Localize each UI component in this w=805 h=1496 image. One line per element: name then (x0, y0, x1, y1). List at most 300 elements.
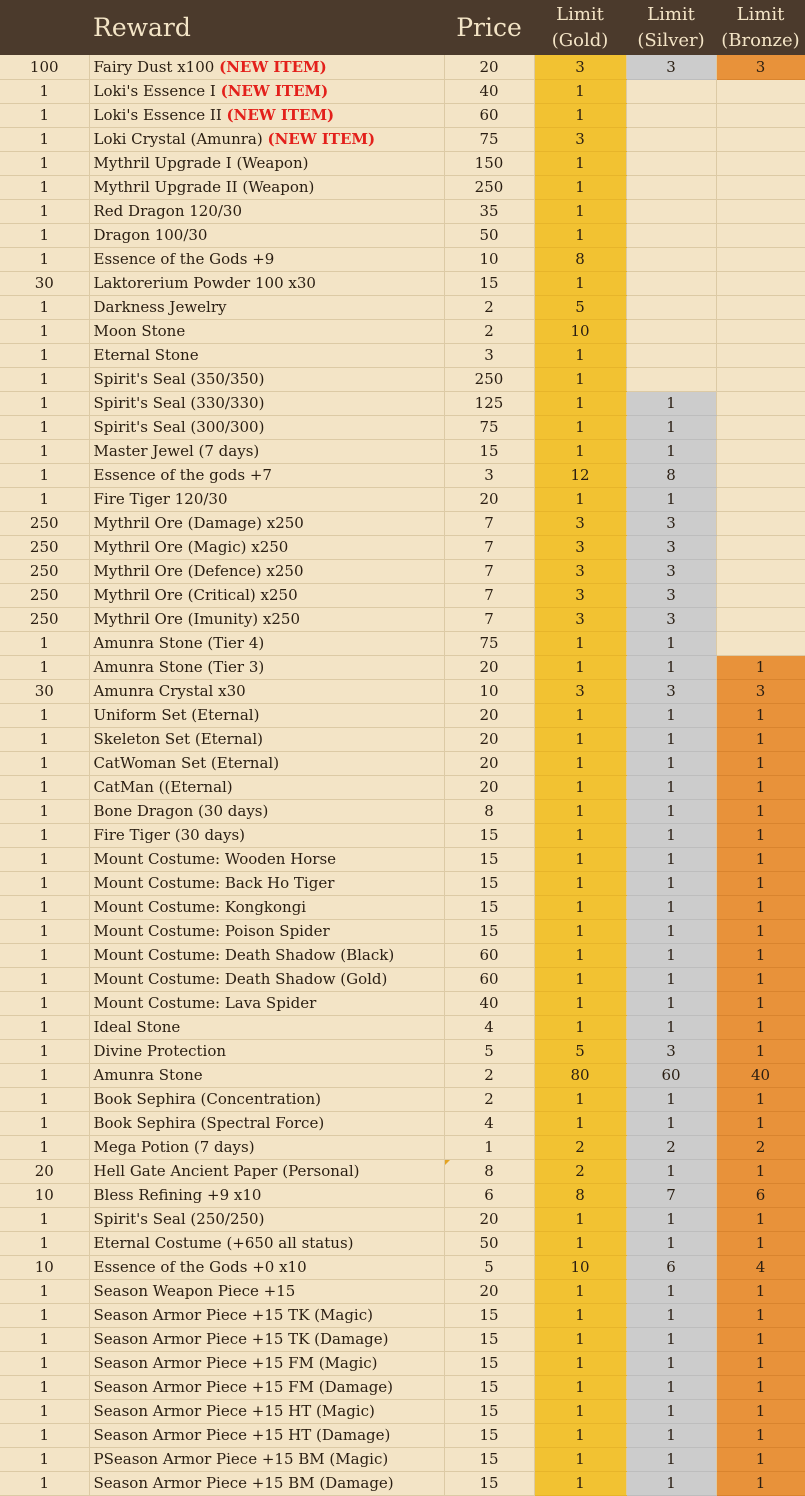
row-quantity: 1 (0, 895, 89, 919)
row-limit-gold: 1 (534, 1423, 626, 1447)
row-price (444, 391, 534, 415)
row-limit-silver: 1 (626, 1423, 716, 1447)
row-price (444, 1135, 534, 1159)
price-value: 250 (474, 370, 504, 388)
row-limit-silver: 6 (626, 1255, 716, 1279)
row-limit-bronze: 1 (716, 847, 805, 871)
reward-label: Spirit's Seal (250/250) (93, 1210, 265, 1228)
table-row (0, 247, 805, 271)
header-reward: Reward (89, 0, 444, 55)
row-limit-gold: 1 (534, 1327, 626, 1351)
price-value: 20 (479, 490, 499, 508)
row-limit-gold: 1 (534, 847, 626, 871)
row-reward-name (89, 151, 444, 175)
price-value: 20 (479, 57, 499, 76)
price-value: 7 (484, 538, 494, 556)
row-limit-gold: 1 (534, 991, 626, 1015)
reward-label: Mount Costume: Wooden Horse (93, 850, 337, 868)
row-limit-silver: 1 (626, 1111, 716, 1135)
price-value: 15 (479, 1378, 499, 1396)
row-reward-name (89, 1327, 444, 1351)
table-row (0, 991, 805, 1015)
reward-label: Eternal Stone (93, 346, 199, 364)
row-limit-gold: 1 (534, 1231, 626, 1255)
row-limit-bronze (716, 247, 805, 271)
row-reward-name (89, 967, 444, 991)
row-limit-bronze: 1 (716, 991, 805, 1015)
row-price (444, 559, 534, 583)
row-price (444, 871, 534, 895)
header-limit-silver-line1: Limit (647, 3, 695, 25)
row-price (444, 127, 534, 151)
row-quantity: 1 (0, 655, 89, 679)
table-row (0, 79, 805, 103)
price-value: 10 (479, 250, 499, 268)
reward-label: PSeason Armor Piece +15 BM (Magic) (93, 1450, 389, 1468)
row-reward-name (89, 127, 444, 151)
row-limit-silver: 1 (626, 655, 716, 679)
row-limit-gold: 1 (534, 799, 626, 823)
row-quantity: 1 (0, 487, 89, 511)
price-value: 7 (484, 514, 494, 532)
row-reward-name (89, 1183, 444, 1207)
table-row (0, 175, 805, 199)
row-price (444, 199, 534, 223)
table-row (0, 727, 805, 751)
row-reward-name (89, 1423, 444, 1447)
row-limit-gold: 8 (534, 247, 626, 271)
price-value: 15 (479, 274, 499, 292)
price-value: 5 (484, 1258, 494, 1276)
row-price (444, 103, 534, 127)
reward-label: Mythril Ore (Magic) x250 (93, 538, 289, 556)
reward-label: Spirit's Seal (330/330) (93, 394, 265, 412)
row-limit-bronze (716, 343, 805, 367)
row-limit-gold: 1 (534, 343, 626, 367)
table-row (0, 439, 805, 463)
row-reward-name (89, 439, 444, 463)
row-limit-silver: 1 (626, 847, 716, 871)
row-quantity: 1 (0, 1111, 89, 1135)
price-value: 1 (484, 1138, 494, 1156)
row-quantity: 1 (0, 871, 89, 895)
reward-label: Season Armor Piece +15 FM (Damage) (93, 1378, 394, 1396)
row-limit-silver: 1 (626, 1327, 716, 1351)
table-row (0, 919, 805, 943)
row-reward-name (89, 319, 444, 343)
row-limit-silver: 1 (626, 439, 716, 463)
row-limit-silver: 1 (626, 1351, 716, 1375)
reward-label: Darkness Jewelry (93, 298, 227, 316)
table-row (0, 895, 805, 919)
row-price (444, 343, 534, 367)
row-limit-bronze: 3 (716, 679, 805, 703)
row-reward-name (89, 223, 444, 247)
price-value: 7 (484, 586, 494, 604)
table-row (0, 1015, 805, 1039)
table-row (0, 871, 805, 895)
reward-label: Laktorerium Powder 100 x30 (93, 274, 316, 292)
row-limit-gold: 1 (534, 103, 626, 127)
row-reward-name (89, 775, 444, 799)
reward-label: Season Armor Piece +15 FM (Magic) (93, 1354, 378, 1372)
price-value: 75 (479, 130, 499, 148)
row-price (444, 295, 534, 319)
table-row (0, 967, 805, 991)
reward-label: Bless Refining +9 x10 (93, 1186, 262, 1204)
reward-label: Mythril Upgrade II (Weapon) (93, 178, 315, 196)
header-limit-silver (626, 0, 716, 55)
row-limit-silver: 1 (626, 727, 716, 751)
row-reward-name (89, 1111, 444, 1135)
row-reward-name (89, 175, 444, 199)
row-quantity: 250 (0, 559, 89, 583)
row-limit-silver: 1 (626, 487, 716, 511)
table-row (0, 1327, 805, 1351)
price-value: 20 (479, 1210, 499, 1228)
row-price (444, 895, 534, 919)
table-row (0, 1111, 805, 1135)
table-body (0, 55, 805, 1495)
row-limit-gold: 1 (534, 1375, 626, 1399)
price-value: 8 (484, 1162, 494, 1180)
reward-label: Book Sephira (Concentration) (93, 1090, 322, 1108)
row-reward-name (89, 1015, 444, 1039)
row-limit-silver: 3 (626, 511, 716, 535)
row-price (444, 271, 534, 295)
table-row (0, 1303, 805, 1327)
row-quantity: 250 (0, 607, 89, 631)
price-value: 15 (479, 1402, 499, 1420)
row-price (444, 703, 534, 727)
table-row (0, 127, 805, 151)
table-row (0, 679, 805, 703)
reward-label: Skeleton Set (Eternal) (93, 730, 263, 748)
row-limit-bronze (716, 391, 805, 415)
price-value: 15 (479, 826, 499, 844)
row-limit-silver (626, 103, 716, 127)
reward-label: Moon Stone (93, 322, 186, 340)
row-quantity: 1 (0, 1039, 89, 1063)
row-reward-name (89, 847, 444, 871)
table-row (0, 1351, 805, 1375)
row-limit-bronze: 1 (716, 1039, 805, 1063)
price-value: 20 (479, 754, 499, 772)
reward-label: Eternal Costume (+650 all status) (93, 1234, 354, 1252)
price-value: 15 (479, 442, 499, 460)
row-limit-bronze: 4 (716, 1255, 805, 1279)
price-value: 150 (474, 154, 504, 172)
row-limit-bronze: 1 (716, 871, 805, 895)
row-limit-silver: 1 (626, 799, 716, 823)
row-limit-silver: 1 (626, 1231, 716, 1255)
row-price (444, 151, 534, 175)
reward-label: Mount Costume: Poison Spider (93, 922, 330, 940)
row-limit-bronze (716, 319, 805, 343)
reward-label: Book Sephira (Spectral Force) (93, 1114, 325, 1132)
row-limit-silver: 1 (626, 1303, 716, 1327)
row-price (444, 535, 534, 559)
row-reward-name (89, 535, 444, 559)
price-value: 250 (474, 178, 504, 196)
table-row (0, 391, 805, 415)
row-reward-name (89, 631, 444, 655)
reward-label: Spirit's Seal (350/350) (93, 370, 265, 388)
row-limit-bronze (716, 271, 805, 295)
row-price (444, 1039, 534, 1063)
reward-label: Amunra Stone (93, 1066, 203, 1084)
row-reward-name (89, 1447, 444, 1471)
table-header (0, 0, 805, 55)
row-limit-bronze: 3 (716, 55, 805, 79)
row-limit-gold: 1 (534, 1279, 626, 1303)
row-price (444, 55, 534, 79)
price-value: 8 (484, 802, 494, 820)
table-row (0, 1039, 805, 1063)
row-limit-gold: 3 (534, 535, 626, 559)
row-limit-bronze: 1 (716, 799, 805, 823)
row-limit-gold: 1 (534, 1471, 626, 1495)
row-quantity: 1 (0, 1231, 89, 1255)
table-row (0, 103, 805, 127)
table-row (0, 823, 805, 847)
row-price (444, 1351, 534, 1375)
row-quantity: 1 (0, 1279, 89, 1303)
row-limit-gold: 1 (534, 775, 626, 799)
price-value: 15 (479, 850, 499, 868)
row-quantity: 1 (0, 1447, 89, 1471)
price-value: 60 (479, 106, 499, 124)
row-quantity: 1 (0, 727, 89, 751)
price-value: 75 (479, 634, 499, 652)
reward-label: Mount Costume: Death Shadow (Gold) (93, 970, 388, 988)
row-reward-name (89, 655, 444, 679)
row-limit-bronze (716, 127, 805, 151)
row-quantity: 1 (0, 1375, 89, 1399)
row-quantity: 1 (0, 223, 89, 247)
row-reward-name (89, 463, 444, 487)
row-price (444, 799, 534, 823)
reward-label: Dragon 100/30 (93, 226, 208, 244)
row-reward-name (89, 391, 444, 415)
price-value: 20 (479, 1282, 499, 1300)
row-quantity: 1 (0, 439, 89, 463)
row-price (444, 823, 534, 847)
price-value: 2 (484, 298, 494, 316)
row-quantity: 1 (0, 175, 89, 199)
row-reward-name (89, 607, 444, 631)
row-limit-bronze: 1 (716, 1159, 805, 1183)
row-limit-silver: 3 (626, 535, 716, 559)
row-price (444, 991, 534, 1015)
table-row (0, 631, 805, 655)
header-qty (0, 0, 89, 55)
row-price (444, 1423, 534, 1447)
reward-label: Amunra Crystal x30 (93, 682, 246, 700)
row-quantity: 1 (0, 103, 89, 127)
table-row (0, 319, 805, 343)
reward-label: Essence of the Gods +0 x10 (93, 1258, 307, 1276)
row-limit-gold: 1 (534, 943, 626, 967)
table-row (0, 1255, 805, 1279)
reward-label: Season Armor Piece +15 TK (Magic) (93, 1306, 373, 1324)
row-price (444, 319, 534, 343)
table-row (0, 1207, 805, 1231)
price-value: 2 (484, 1066, 494, 1084)
reward-label: Hell Gate Ancient Paper (Personal) (93, 1162, 360, 1180)
row-limit-silver (626, 271, 716, 295)
row-limit-silver: 1 (626, 415, 716, 439)
row-limit-silver: 1 (626, 1399, 716, 1423)
row-limit-gold: 1 (534, 751, 626, 775)
row-limit-silver: 1 (626, 1279, 716, 1303)
row-limit-gold: 1 (534, 151, 626, 175)
row-limit-gold: 1 (534, 727, 626, 751)
row-limit-gold: 1 (534, 871, 626, 895)
row-quantity: 1 (0, 391, 89, 415)
row-price (444, 1087, 534, 1111)
table-row (0, 343, 805, 367)
table-row (0, 1231, 805, 1255)
row-price (444, 1327, 534, 1351)
row-limit-silver: 1 (626, 1447, 716, 1471)
price-value: 15 (479, 1474, 499, 1492)
reward-label: Spirit's Seal (300/300) (93, 418, 265, 436)
header-limit-bronze (716, 0, 805, 55)
row-limit-bronze (716, 631, 805, 655)
reward-label: Mythril Ore (Defence) x250 (93, 562, 304, 580)
row-reward-name (89, 271, 444, 295)
row-quantity: 1 (0, 919, 89, 943)
row-limit-silver: 1 (626, 631, 716, 655)
table-row (0, 775, 805, 799)
row-limit-bronze: 1 (716, 1375, 805, 1399)
row-price (444, 439, 534, 463)
row-quantity: 1 (0, 367, 89, 391)
reward-label: Season Armor Piece +15 HT (Damage) (93, 1426, 391, 1444)
row-limit-bronze: 1 (716, 1327, 805, 1351)
reward-label: Mount Costume: Back Ho Tiger (93, 874, 335, 892)
row-price (444, 1447, 534, 1471)
row-limit-gold: 1 (534, 79, 626, 103)
reward-label: Bone Dragon (30 days) (93, 802, 269, 820)
table-row (0, 1279, 805, 1303)
price-value: 7 (484, 562, 494, 580)
row-limit-bronze: 1 (716, 967, 805, 991)
row-limit-bronze: 1 (716, 895, 805, 919)
row-reward-name (89, 343, 444, 367)
new-item-tag: (NEW ITEM) (267, 130, 376, 148)
table-row (0, 583, 805, 607)
table-row (0, 1423, 805, 1447)
row-quantity: 1 (0, 1207, 89, 1231)
row-limit-gold: 1 (534, 1399, 626, 1423)
row-limit-bronze (716, 487, 805, 511)
row-limit-bronze: 1 (716, 655, 805, 679)
row-limit-silver (626, 247, 716, 271)
row-limit-bronze (716, 295, 805, 319)
row-limit-bronze: 1 (716, 1111, 805, 1135)
table-row (0, 847, 805, 871)
row-quantity: 1 (0, 751, 89, 775)
row-limit-silver: 1 (626, 967, 716, 991)
row-limit-silver: 1 (626, 1207, 716, 1231)
row-limit-gold: 10 (534, 1255, 626, 1279)
table-row (0, 1471, 805, 1495)
row-limit-silver: 1 (626, 775, 716, 799)
row-quantity: 1 (0, 247, 89, 271)
row-limit-gold: 1 (534, 1111, 626, 1135)
row-limit-silver: 3 (626, 559, 716, 583)
row-quantity: 1 (0, 1135, 89, 1159)
row-limit-bronze (716, 103, 805, 127)
reward-label: Fire Tiger (30 days) (93, 826, 246, 844)
row-limit-gold: 8 (534, 1183, 626, 1207)
reward-label: Loki Crystal (Amunra) (93, 130, 263, 148)
row-limit-silver (626, 295, 716, 319)
row-quantity: 30 (0, 271, 89, 295)
row-limit-silver (626, 367, 716, 391)
row-price (444, 367, 534, 391)
row-limit-silver (626, 79, 716, 103)
price-value: 20 (479, 778, 499, 796)
reward-label: CatWoman Set (Eternal) (93, 754, 280, 772)
table-row (0, 559, 805, 583)
reward-label: Mega Potion (7 days) (93, 1138, 255, 1156)
header-price: Price (444, 0, 534, 55)
price-value: 15 (479, 922, 499, 940)
row-reward-name (89, 79, 444, 103)
row-limit-bronze: 1 (716, 943, 805, 967)
row-limit-bronze (716, 79, 805, 103)
row-limit-silver: 1 (626, 943, 716, 967)
row-quantity: 1 (0, 1423, 89, 1447)
row-limit-gold: 12 (534, 463, 626, 487)
reward-label: Mount Costume: Death Shadow (Black) (93, 946, 395, 964)
row-reward-name (89, 727, 444, 751)
row-limit-bronze: 1 (716, 1087, 805, 1111)
reward-label: Mount Costume: Kongkongi (93, 898, 307, 916)
row-quantity: 1 (0, 943, 89, 967)
table-row (0, 703, 805, 727)
row-price (444, 1159, 534, 1183)
table-row (0, 655, 805, 679)
row-quantity: 1 (0, 1399, 89, 1423)
row-limit-gold: 3 (534, 607, 626, 631)
row-limit-gold: 1 (534, 1015, 626, 1039)
row-reward-name (89, 871, 444, 895)
price-value: 15 (479, 1450, 499, 1468)
row-limit-silver: 1 (626, 871, 716, 895)
row-price (444, 1063, 534, 1087)
row-limit-gold: 3 (534, 55, 626, 79)
row-quantity: 250 (0, 511, 89, 535)
table-row (0, 295, 805, 319)
new-item-tag: (NEW ITEM) (220, 82, 329, 100)
row-limit-gold: 1 (534, 1351, 626, 1375)
row-limit-silver (626, 343, 716, 367)
row-limit-gold: 1 (534, 895, 626, 919)
row-reward-name (89, 1087, 444, 1111)
price-value: 15 (479, 1330, 499, 1348)
row-reward-name (89, 1303, 444, 1327)
row-limit-silver: 8 (626, 463, 716, 487)
row-price (444, 1471, 534, 1495)
price-value: 2 (484, 1090, 494, 1108)
row-reward-name (89, 511, 444, 535)
row-limit-silver: 3 (626, 583, 716, 607)
row-quantity: 1 (0, 199, 89, 223)
